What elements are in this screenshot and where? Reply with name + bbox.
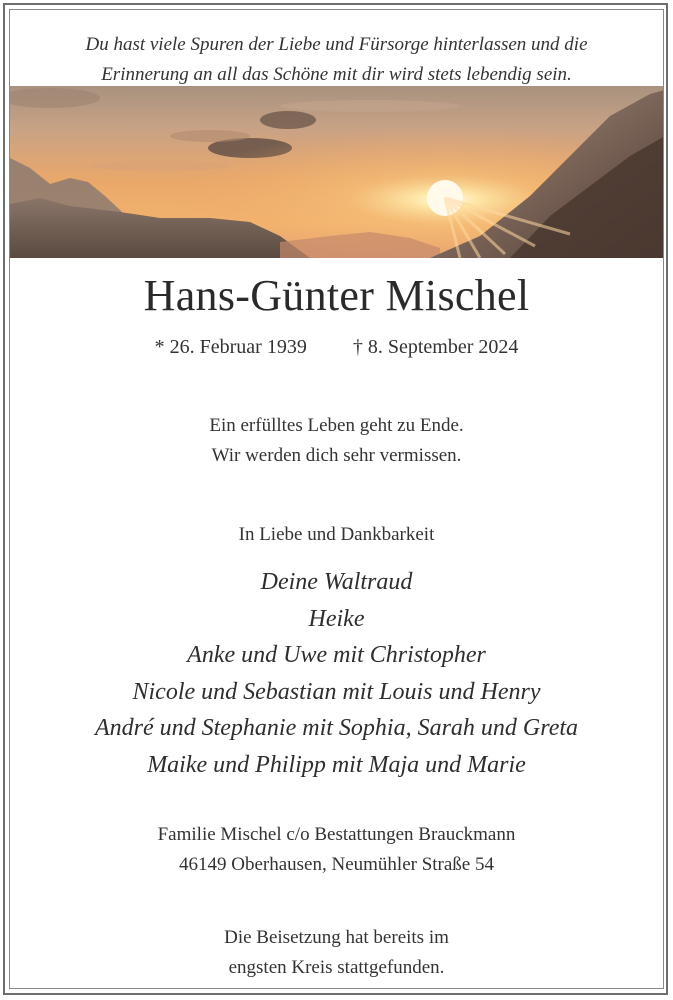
contact-address [10,820,663,880]
farewell-quote [10,411,663,471]
deceased-name: Hans-Günter Mischel [143,271,530,320]
mourner-entry: Heike [308,605,365,632]
address-line-2: 46149 Oberhausen, Neumühler Straße 54 [178,854,494,875]
life-dates [10,334,663,360]
death-date: † 8. September 2024 [352,336,519,358]
burial-line-1: Die Beisetzung hat bereits im [224,927,449,948]
quote-line-1: Ein erfülltes Leben geht zu Ende. [209,415,464,436]
mourner-entry: Deine Waltraud [260,569,413,595]
mourner-entry: Nicole und Sebastian mit Louis und Henry [132,678,541,705]
obituary-card [9,9,664,989]
motto [10,30,663,90]
mourner-entry: André und Stephanie mit Sophia, Sarah und Greta [94,715,579,741]
sunset-mountain-photo [10,86,664,258]
motto-line-1: Du hast viele Spuren der Liebe und Fürsorge hinterlassen und die [85,34,588,55]
mourner-entry: Anke und Uwe mit Christopher [187,642,486,668]
quote-line-2: Wir werden dich sehr vermissen. [211,445,462,466]
thanks-line: In Liebe und Dankbarkeit [238,524,435,545]
address-line-1: Familie Mischel c/o Bestattungen Brauckmann [157,824,516,845]
burial-line-2: engsten Kreis stattgefunden. [228,957,445,978]
mourner-entry: Maike und Philipp mit Maja und Marie [147,751,526,778]
motto-line-2: Erinnerung an all das Schöne mit dir wird stets lebendig sein. [101,64,572,85]
mourners-list [10,564,663,783]
birth-date: * 26. Februar 1939 [154,336,307,358]
burial-notice [10,923,663,983]
